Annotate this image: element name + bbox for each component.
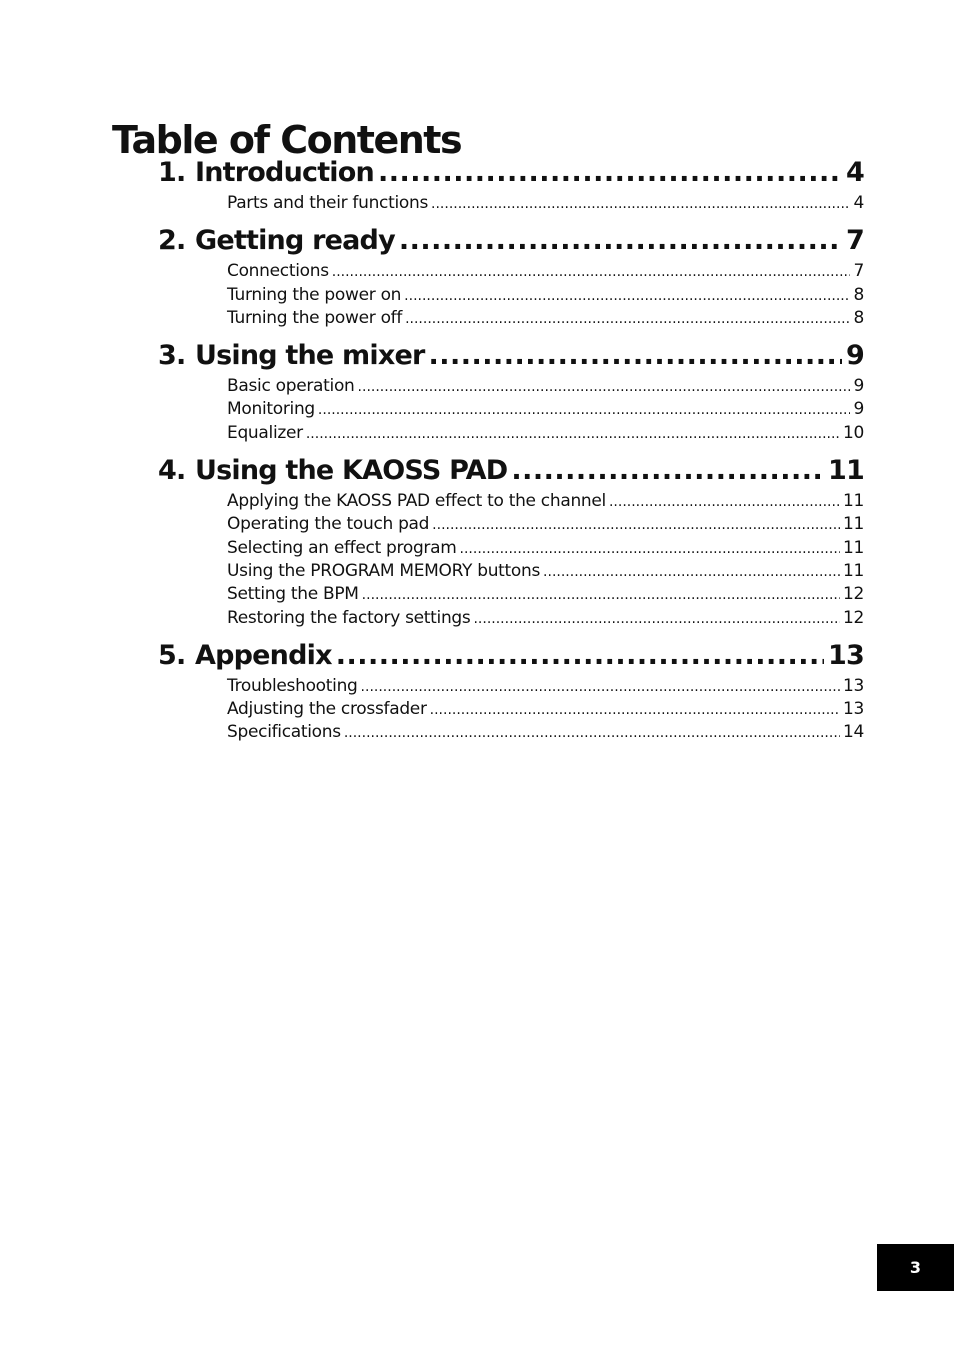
entry-page-number: 9 xyxy=(853,376,864,397)
entry-page-number: 11 xyxy=(842,514,864,535)
dot-leader xyxy=(404,288,850,304)
toc-entry[interactable] xyxy=(227,514,864,537)
toc-section-heading[interactable] xyxy=(158,225,864,261)
section-page-number: 7 xyxy=(846,225,864,257)
dot-leader xyxy=(473,611,839,627)
toc-entry[interactable] xyxy=(227,676,864,699)
dot-leader xyxy=(405,311,850,327)
dot-leader xyxy=(332,264,851,280)
section-title: Using the mixer xyxy=(195,340,425,372)
toc-entry[interactable] xyxy=(227,193,864,216)
section-page-number: 4 xyxy=(846,157,864,188)
toc-section-using-the-kaoss-pad xyxy=(158,455,864,631)
toc-entry[interactable] xyxy=(227,261,864,284)
page-number: 3 xyxy=(909,1258,922,1277)
entry-title: Troubleshooting xyxy=(227,675,358,696)
section-number: 4. xyxy=(158,455,186,487)
toc-section-appendix xyxy=(158,640,864,746)
entry-title: Restoring the factory settings xyxy=(227,607,471,628)
entry-page-number: 12 xyxy=(842,584,864,605)
toc-entry[interactable] xyxy=(227,608,864,631)
dot-leader xyxy=(336,640,824,671)
toc-entry[interactable] xyxy=(227,376,864,399)
entry-page-number: 11 xyxy=(842,537,864,558)
section-page-number: 9 xyxy=(846,340,864,372)
dot-leader xyxy=(431,196,850,212)
entry-title: Using the PROGRAM MEMORY buttons xyxy=(227,560,541,581)
dot-leader xyxy=(511,455,824,486)
section-number: 1. xyxy=(158,157,186,188)
toc-entry[interactable] xyxy=(227,584,864,607)
entry-title: Parts and their functions xyxy=(227,193,429,213)
toc-entry[interactable] xyxy=(227,699,864,722)
toc-section-heading[interactable] xyxy=(158,157,864,193)
entry-title: Selecting an effect program xyxy=(227,537,457,558)
entry-title: Adjusting the crossfader xyxy=(227,699,427,720)
table-of-contents xyxy=(158,157,864,755)
section-page-number: 11 xyxy=(828,455,864,487)
toc-entry[interactable] xyxy=(227,538,864,561)
section-title: Getting ready xyxy=(195,225,395,257)
section-number: 2. xyxy=(158,225,186,257)
toc-entry[interactable] xyxy=(227,285,864,308)
entry-page-number: 13 xyxy=(842,675,864,696)
entry-page-number: 11 xyxy=(842,560,864,581)
entry-page-number: 7 xyxy=(853,261,864,282)
dot-leader xyxy=(358,379,851,395)
toc-entry[interactable] xyxy=(227,722,864,745)
entry-page-number: 12 xyxy=(842,607,864,628)
entry-title: Equalizer xyxy=(227,422,303,443)
toc-section-heading[interactable] xyxy=(158,640,864,676)
toc-entry[interactable] xyxy=(227,491,864,514)
entry-page-number: 10 xyxy=(842,422,864,443)
toc-section-introduction xyxy=(158,157,864,216)
dot-leader xyxy=(344,725,840,741)
entry-title: Applying the KAOSS PAD effect to the channel xyxy=(227,491,606,512)
dot-leader xyxy=(609,494,840,510)
entry-title: Operating the touch pad xyxy=(227,514,430,535)
entry-page-number: 13 xyxy=(842,699,864,720)
entry-page-number: 14 xyxy=(842,722,864,743)
entry-page-number: 9 xyxy=(853,399,864,420)
dot-leader xyxy=(543,564,840,580)
section-number: 5. xyxy=(158,639,186,671)
toc-section-heading[interactable] xyxy=(158,455,864,491)
toc-section-using-the-mixer xyxy=(158,340,864,446)
section-title: Appendix xyxy=(195,639,332,671)
page-number-tab xyxy=(877,1244,954,1291)
dot-leader xyxy=(460,541,840,557)
entry-title: Basic operation xyxy=(227,376,355,397)
toc-section-getting-ready xyxy=(158,225,864,331)
dot-leader xyxy=(306,426,840,442)
dot-leader xyxy=(432,517,840,533)
entry-title: Turning the power off xyxy=(227,307,403,328)
entry-title: Specifications xyxy=(227,722,341,743)
toc-entry[interactable] xyxy=(227,399,864,422)
section-page-number: 13 xyxy=(828,639,864,671)
toc-section-heading[interactable] xyxy=(158,340,864,376)
entry-page-number: 11 xyxy=(842,491,864,512)
entry-page-number: 8 xyxy=(853,307,864,328)
dot-leader xyxy=(430,702,840,718)
dot-leader xyxy=(362,587,840,603)
dot-leader xyxy=(318,402,851,418)
section-title: Using the KAOSS PAD xyxy=(195,455,508,487)
toc-entry[interactable] xyxy=(227,308,864,331)
section-title: Introduction xyxy=(195,157,374,188)
entry-title: Monitoring xyxy=(227,399,315,420)
entry-page-number: 8 xyxy=(853,284,864,305)
entry-page-number: 4 xyxy=(853,193,864,213)
entry-title: Setting the BPM xyxy=(227,584,359,605)
dot-leader xyxy=(428,340,842,371)
toc-entry[interactable] xyxy=(227,423,864,446)
dot-leader xyxy=(399,225,842,256)
dot-leader xyxy=(361,679,840,695)
toc-entry[interactable] xyxy=(227,561,864,584)
entry-title: Connections xyxy=(227,261,329,282)
section-number: 3. xyxy=(158,340,186,372)
entry-title: Turning the power on xyxy=(227,284,402,305)
page-title: Table of Contents xyxy=(112,118,462,163)
dot-leader xyxy=(378,157,842,188)
